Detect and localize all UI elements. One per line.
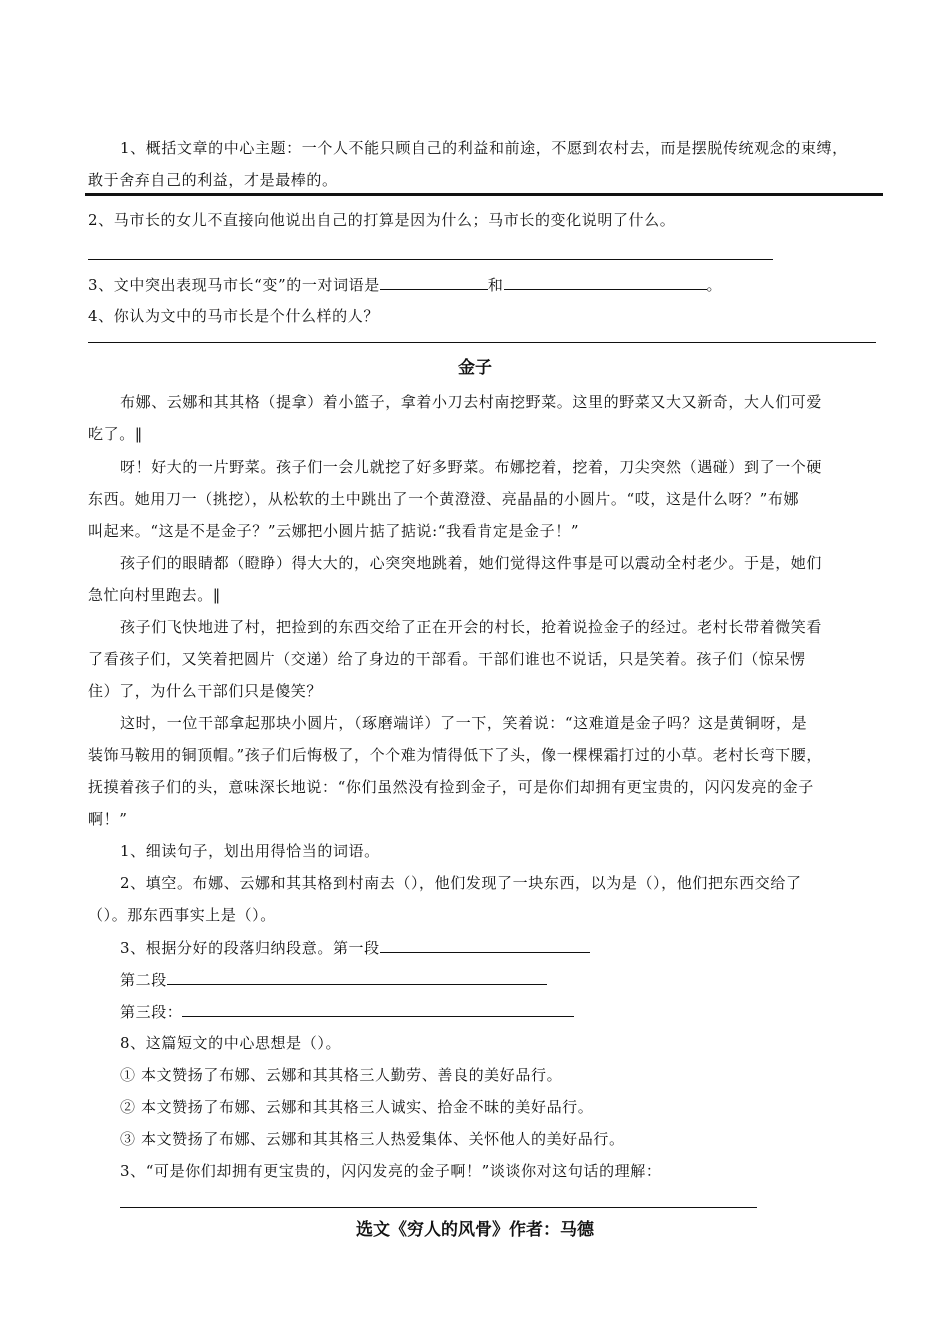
blank-word-2[interactable] — [504, 274, 707, 290]
question-3 — [88, 274, 883, 295]
question-3-end: 。 — [706, 276, 723, 294]
option-2[interactable]: ② 本文赞扬了布娜、云娜和其其格三人诚实、拾金不昧的美好品行。 — [120, 1098, 594, 1116]
answer-line-q4 — [88, 342, 876, 343]
question-1-line-2: 敢于舍弃自己的利益，才是最棒的。 — [88, 171, 338, 189]
paragraph-5-line-4: 啊！” — [88, 810, 128, 828]
paragraph-2-line-3: 叫起来。“这是不是金子？”云娜把小圆片掂了掂说:“我看肯定是金子！” — [88, 522, 580, 540]
answer-line-3b — [120, 1207, 757, 1208]
option-1[interactable]: ① 本文赞扬了布娜、云娜和其其格三人勤劳、善良的美好品行。 — [120, 1066, 563, 1084]
option-3[interactable]: ③ 本文赞扬了布娜、云娜和其其格三人热爱集体、关怀他人的美好品行。 — [120, 1130, 625, 1148]
blank-paragraph-2-summary[interactable] — [167, 969, 547, 985]
paragraph-1-line-2: 吃了。‖ — [88, 425, 143, 443]
paragraph-3-line-1: 孩子们的眼睛都（瞪睁）得大大的，心突突地跳着，她们觉得这件事是可以震动全村老少。于是，她们 — [120, 554, 823, 572]
blank-word-1[interactable] — [380, 274, 488, 290]
exercise-2-line-2: （）。那东西事实上是（）。 — [88, 906, 276, 924]
exercise-3-prompt: 3、根据分好的段落归纳段意。第一段 — [120, 939, 380, 957]
question-3-text: 3、文中突出表现马市长“变”的一对词语是 — [88, 276, 380, 294]
paragraph-2-line-2: 东西。她用刀一（挑挖），从松软的土中跳出了一个黄澄澄、亮晶晶的小圆片。“哎，这是什么呀？”布娜 — [88, 490, 800, 508]
question-2: 2、马市长的女儿不直接向他说出自己的打算是因为什么；马市长的变化说明了什么。 — [88, 211, 676, 229]
paragraph-4-line-3: 住）了，为什么干部们只是傻笑？ — [88, 682, 323, 700]
exercise-3-section-3-label: 第三段： — [120, 1003, 183, 1021]
exercise-3b: 3、“可是你们却拥有更宝贵的，闪闪发亮的金子啊！”谈谈你对这句话的理解： — [120, 1162, 662, 1180]
blank-paragraph-1-summary[interactable] — [380, 937, 590, 953]
paragraph-3-line-2: 急忙向村里跑去。‖ — [88, 586, 221, 604]
paragraph-2-line-1: 呀！好大的一片野菜。孩子们一会儿就挖了好多野菜。布娜挖着，挖着，刀尖突然（遇碰）到了一个硬 — [120, 458, 823, 476]
question-1-line-1: 1、概括文章的中心主题：一个人不能只顾自己的利益和前途，不愿到农村去，而是摆脱传统观念的束缚， — [120, 139, 848, 157]
thick-divider — [85, 193, 883, 196]
paragraph-1-line-1: 布娜、云娜和其其格（提拿）着小篮子，拿着小刀去村南挖野菜。这里的野菜又大又新奇，大人们可爱 — [120, 393, 823, 411]
exercise-3-line-3 — [120, 1001, 883, 1022]
paragraph-5-line-3: 抚摸着孩子们的头，意味深长地说：“你们虽然没有捡到金子，可是你们却拥有更宝贵的，闪闪发亮的金子 — [88, 778, 814, 796]
story-title: 金子 — [458, 358, 492, 378]
paragraph-4-line-1: 孩子们飞快地进了村，把捡到的东西交给了正在开会的村长，抢着说捡金子的经过。老村长带着微笑看 — [120, 618, 823, 636]
paragraph-4-line-2: 了看孩子们，又笑着把圆片（交递）给了身边的干部看。干部们谁也不说话，只是笑着。孩子们（惊呆愣 — [88, 650, 806, 668]
paragraph-5-line-2: 装饰马鞍用的铜顶帽。”孩子们后悔极了，个个难为情得低下了头，像一棵棵霜打过的小草。老村长弯下腰， — [88, 746, 822, 764]
blank-paragraph-3-summary[interactable] — [182, 1001, 574, 1017]
exercise-3-section-2-label: 第二段 — [120, 971, 167, 989]
exercise-1: 1、细读句子，划出用得恰当的词语。 — [120, 842, 380, 860]
exercise-2-line-1: 2、填空。布娜、云娜和其其格到村南去（），他们发现了一块东西，以为是（），他们把东西交给了 — [120, 874, 802, 892]
answer-line-q2 — [88, 259, 773, 260]
next-passage-title: 选文《穷人的风骨》作者：马德 — [356, 1220, 594, 1240]
paragraph-5-line-1: 这时，一位干部拿起那块小圆片，（琢磨端详）了一下，笑着说：“这难道是金子吗？这是黄铜呀，是 — [120, 714, 808, 732]
exercise-3-line-1 — [120, 937, 883, 958]
exercise-3-line-2 — [120, 969, 883, 990]
exercise-8: 8、这篇短文的中心思想是（）。 — [120, 1034, 342, 1052]
question-4: 4、你认为文中的马市长是个什么样的人？ — [88, 307, 379, 325]
question-3-and: 和 — [487, 276, 504, 294]
